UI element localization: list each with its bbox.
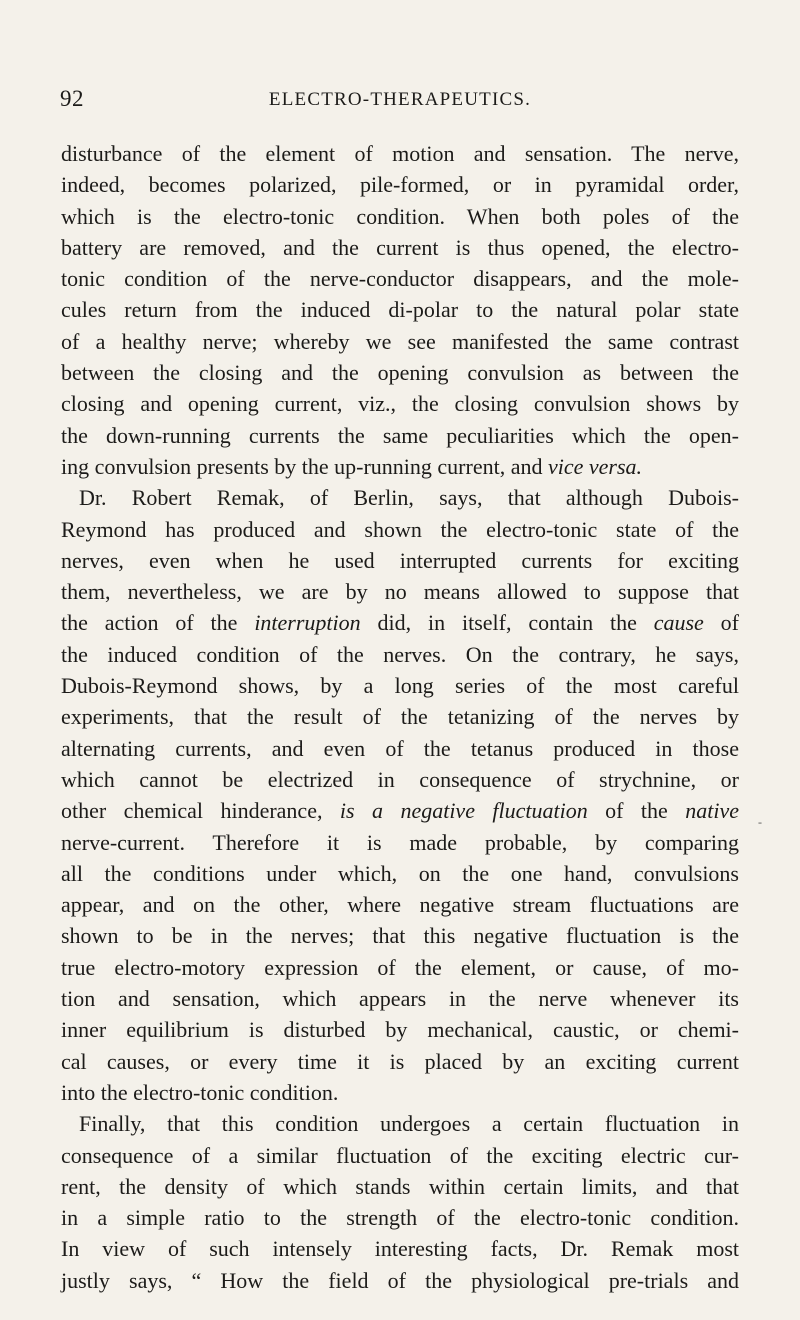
margin-mark: -: [758, 815, 762, 829]
text-line: which is the electro-tonic condition. When both poles of the: [61, 203, 739, 229]
text-line: inner equilibrium is disturbed by mechanical, caustic, or chemi-: [61, 1017, 739, 1043]
text-line: cal causes, or every time it is placed by an exciting current: [61, 1048, 739, 1074]
text-line: the action of the interruption did, in itself, contain the cause of: [61, 610, 739, 636]
text-line: Reymond has produced and shown the electro-tonic state of the: [61, 516, 739, 542]
italic-text: cause: [653, 610, 704, 636]
text-line: indeed, becomes polarized, pile-formed, or in pyramidal order,: [61, 172, 739, 198]
text-line: true electro-motory expression of the element, or cause, of mo-: [61, 954, 739, 980]
text-line: disturbance of the element of motion and sensation. The nerve,: [61, 141, 739, 166]
running-title: ELECTRO-THERAPEUTICS.: [268, 89, 532, 110]
text-line: battery are removed, and the current is thus opened, the electro-: [61, 234, 739, 260]
text-line: shown to be in the nerves; that this negative fluctuation is the: [61, 923, 739, 949]
text-line: into the electro-tonic condition.: [61, 1079, 339, 1105]
text-line: them, nevertheless, we are by no means allowed to suppose that: [61, 579, 739, 605]
text-line: Dr. Robert Remak, of Berlin, says, that although Dubois-: [79, 485, 739, 511]
text-line: nerve-current. Therefore it is made probable, by comparing: [61, 829, 739, 855]
italic-text: vice versa.: [547, 453, 643, 479]
text-line: tion and sensation, which appears in the nerve whenever its: [61, 986, 739, 1012]
text-line: rent, the density of which stands within certain limits, and that: [61, 1173, 739, 1199]
text-line: experiments, that the result of the tetanizing of the nerves by: [61, 704, 739, 730]
italic-text: interruption: [254, 610, 361, 636]
italic-text: is a negative fluctuation: [339, 798, 588, 824]
text-line: ing convulsion presents by the up-running current, and vice versa.: [61, 453, 643, 479]
text-line: appear, and on the other, where negative stream fluctuations are: [61, 892, 739, 918]
running-head: [60, 86, 740, 116]
text-line: justly says, “ How the field of the physiological pre-trials and: [61, 1267, 739, 1293]
text-line: consequence of a similar fluctuation of the exciting electric cur-: [61, 1142, 739, 1168]
text-line: which cannot be electrized in consequence of strychnine, or: [61, 766, 739, 792]
text-line: nerves, even when he used interrupted currents for exciting: [61, 547, 739, 573]
text-line: between the closing and the opening convulsion as between the: [61, 360, 739, 386]
italic-text: native: [685, 798, 740, 824]
text-line: the induced condition of the nerves. On the contrary, he says,: [61, 641, 739, 667]
text-line: alternating currents, and even of the tetanus produced in those: [61, 735, 739, 761]
text-line: the down-running currents the same peculiarities which the open-: [61, 422, 739, 448]
text-line: of a healthy nerve; whereby we see manifested the same contrast: [61, 328, 739, 354]
text-line: Dubois-Reymond shows, by a long series of the most careful: [61, 673, 739, 699]
text-line: in a simple ratio to the strength of the electro-tonic condition.: [61, 1205, 739, 1231]
text-line: closing and opening current, viz., the closing convulsion shows by: [61, 391, 739, 417]
text-line: other chemical hinderance, is a negative fluctuation of the native: [61, 798, 740, 824]
text-line: all the conditions under which, on the one hand, convulsions: [61, 860, 739, 886]
page-number: 92: [60, 86, 84, 111]
text-line: tonic condition of the nerve-conductor disappears, and the mole-: [61, 266, 739, 292]
text-line: In view of such intensely interesting facts, Dr. Remak most: [61, 1236, 739, 1262]
text-line: Finally, that this condition undergoes a certain fluctuation in: [79, 1111, 739, 1137]
text-line: cules return from the induced di-polar to the natural polar state: [61, 297, 739, 323]
body-text: [61, 138, 739, 1296]
